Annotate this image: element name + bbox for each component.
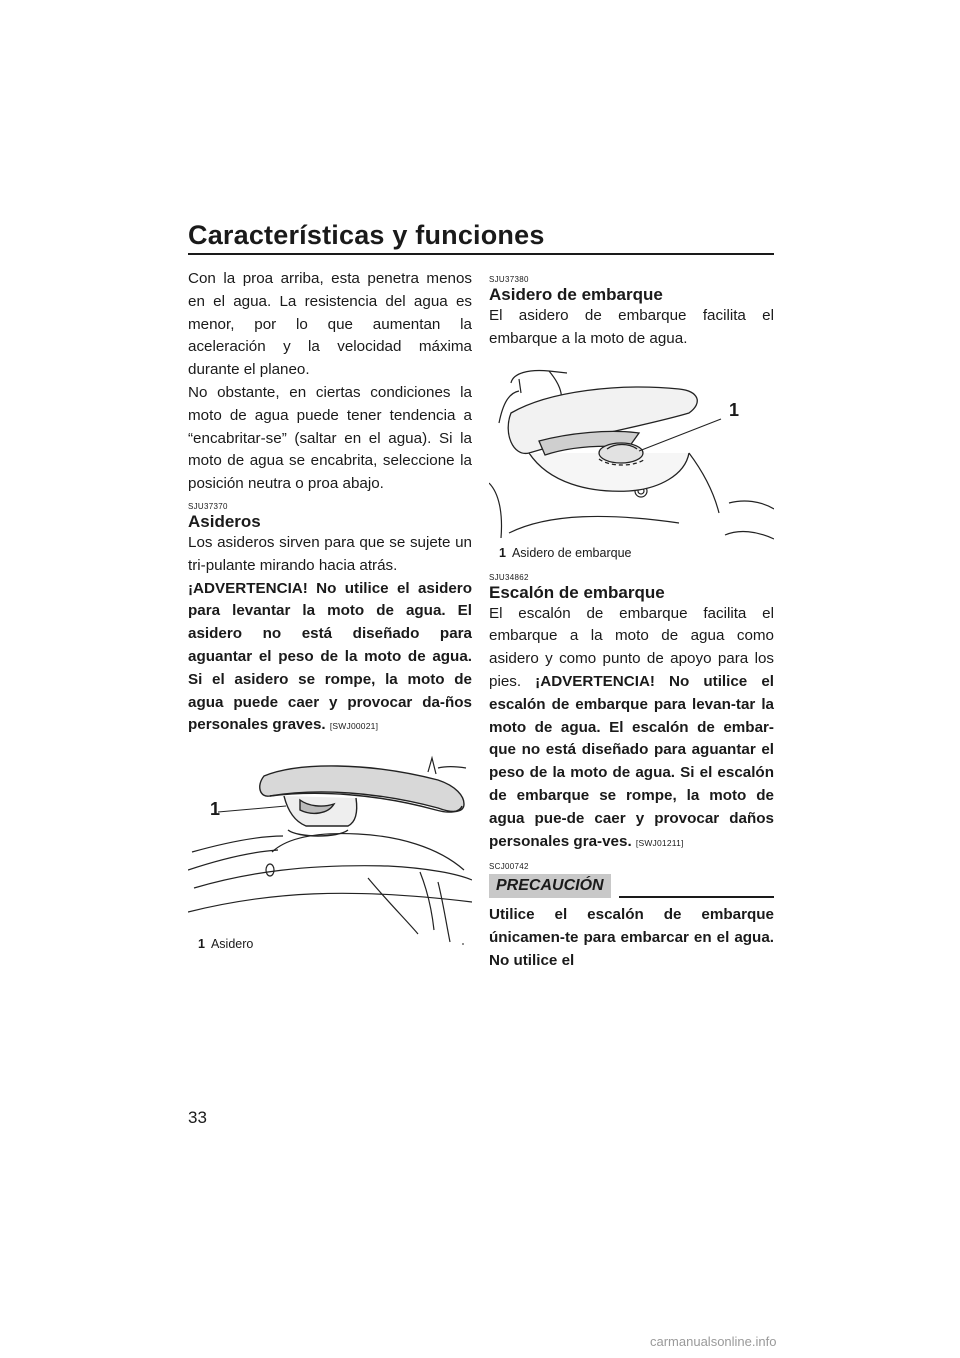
figure-asidero-caption [198,937,253,951]
section-code-asidero-embarque: SJU37380 [489,275,529,284]
escalon-warning-ref: [SWJ01211] [635,837,684,848]
figure-asidero-embarque-callout: 1 [729,399,740,420]
asideros-warning-ref: [SWJ00021] [329,721,379,732]
section-code-asideros: SJU37370 [188,501,228,511]
page-title: Características y funciones [188,220,545,250]
caution-rule [619,896,774,898]
figure-asidero-embarque-caption-text: Asidero de embarque [511,545,632,560]
figure-asidero-caption-num: 1 [198,937,205,952]
page-number: 33 [188,1108,207,1127]
section-code-caution: SCJ00742 [489,862,529,872]
left-column [188,268,472,957]
figure-asidero-callout: 1 [210,799,221,820]
asidero-embarque-text: El asidero de embarque facilita el embarque a la moto de agua. [489,307,774,347]
heading-asideros: Asideros [188,511,261,531]
figure-asidero-caption-text: Asidero [210,937,254,952]
escalon-paragraph [489,603,774,855]
caution-label: PRECAUCIÓN [489,874,611,898]
caution-header [489,874,774,898]
right-column [489,275,774,973]
asideros-text: Los asideros sirven para que se sujete un tri-pulante mirando hacia atrás. [188,533,472,574]
section-code-escalon: SJU34862 [489,572,529,582]
asideros-warning [188,578,472,739]
escalon-warning: ¡ADVERTENCIA! No utilice el escalón de embarque para levan-tar la moto de agua. El escalón de embar-que no está diseñado para aguantar el peso de la moto de agua. Si el escalón de embarque se rompe, la moto de agua pue-de caer y provocar daños personales gra-ves. [489,672,774,850]
asidero-illustration [188,752,472,957]
figure-asidero [188,752,472,957]
escalon-text: El escalón de embarque facilita el embarque a la moto de agua como asidero y como punto de apoyo para los pies. [489,604,774,690]
asidero-embarque-illustration [489,363,774,559]
title-divider [188,253,774,255]
heading-asidero-embarque: Asidero de embarque [489,285,663,304]
figure-asidero-embarque [489,363,773,559]
watermark: carmanualsonline.info [650,1334,777,1349]
intro-paragraph-2: No obstante, en ciertas condiciones la moto de agua puede tener tendencia a “encabritar-se” (saltar en el agua). Si la moto de agua se encabrita, seleccione la posición neutra o proa abajo. [188,383,472,493]
intro-paragraph-1: Con la proa arriba, esta penetra menos en el agua. La resistencia del agua es menor, por lo que aumentan la aceleración y la velocidad máxima durante el planeo. [188,270,472,379]
heading-escalon: Escalón de embarque [489,582,665,602]
figure-asidero-embarque-caption-num: 1 [499,545,506,560]
caution-text: Utilice el escalón de embarque únicamen-te para embarcar en el agua. No utilice el [489,906,774,969]
figure-asidero-embarque-caption [499,546,631,560]
asideros-warning-text: ¡ADVERTENCIA! No utilice el asidero para levantar la moto de agua. El asidero no está diseñado para aguantar el peso de la moto de agua. Si el asidero se rompe, la moto de agua puede caer y provocar da-ños personales graves. [188,579,472,734]
